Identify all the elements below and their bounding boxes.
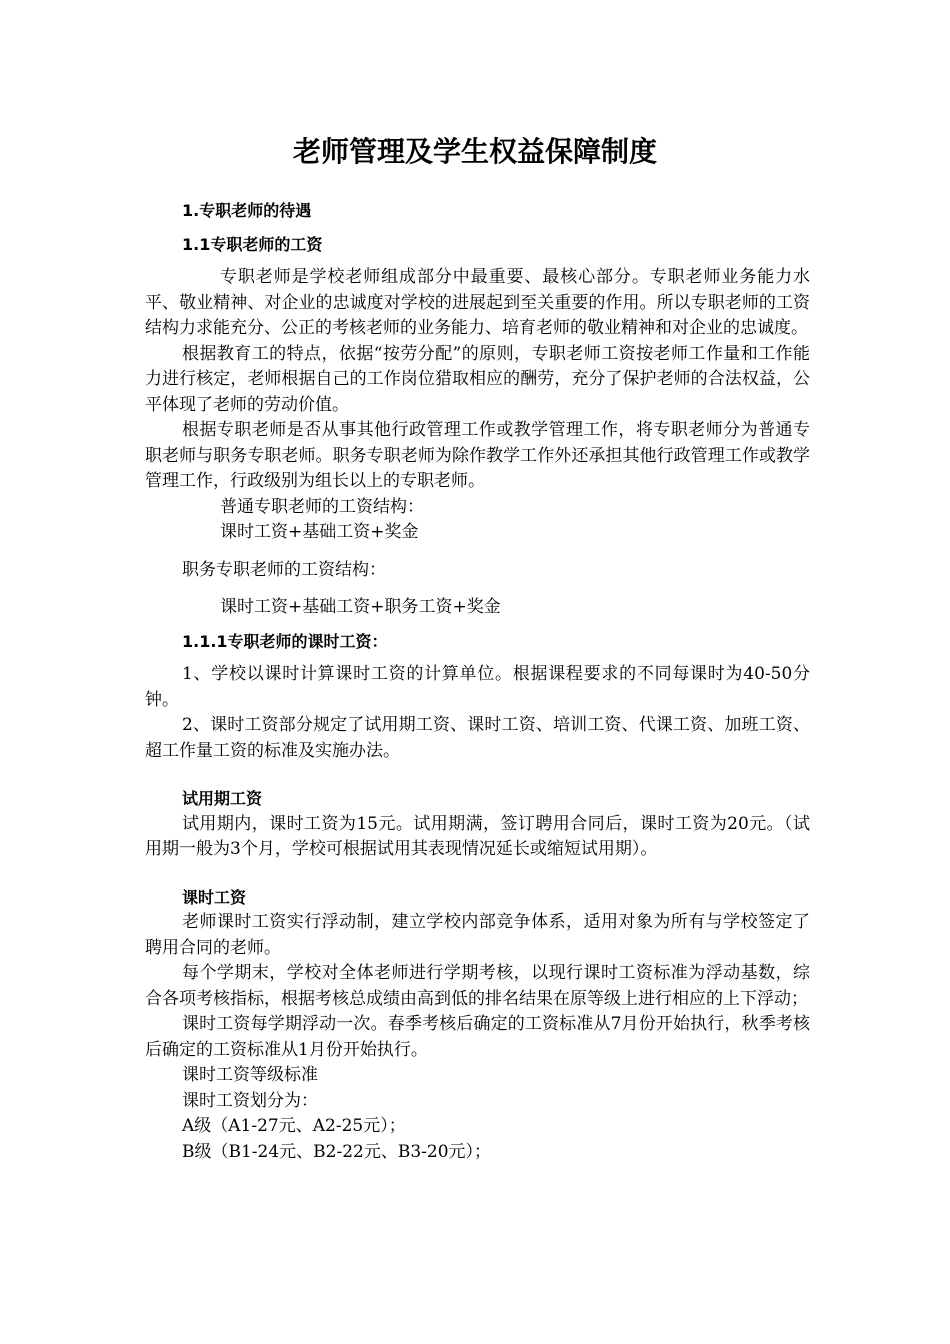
paragraph-float-schedule: 课时工资每学期浮动一次。春季考核后确定的工资标准从7月份开始执行，秋季考核后确定的工资标准从1月份开始执行。 bbox=[145, 1014, 810, 1060]
paragraph-class-unit: 1、学校以课时计算课时工资的计算单位。根据课程要求的不同每课时为40-50分钟。 bbox=[145, 664, 810, 710]
paragraph-regular-structure-formula: 课时工资+基础工资+奖金 bbox=[220, 522, 419, 542]
paragraph-term-assessment: 每个学期末，学校对全体老师进行学期考核，以现行课时工资标准为浮动基数，综合各项考核指标，根据考核总成绩由高到低的排名结果在原等级上进行相应的上下浮动； bbox=[145, 963, 810, 1009]
paragraph-trial-wage: 试用期内，课时工资为15元。试用期满，签订聘用合同后，课时工资为20元。（试用期一般为3个月，学校可根据试用其表现情况延长或缩短试用期）。 bbox=[145, 813, 810, 859]
paragraph-grade-standard: 课时工资等级标准 bbox=[182, 1065, 318, 1085]
section-heading-1: 1.专职老师的待遇 bbox=[182, 201, 312, 220]
paragraph-wage-parts: 2、课时工资部分规定了试用期工资、课时工资、培训工资、代课工资、加班工资、超工作量工资的标准及实施办法。 bbox=[145, 715, 810, 761]
paragraph-intro: 专职老师是学校老师组成部分中最重要、最核心部分。专职老师业务能力水平、敬业精神、对企业的忠诚度对学校的进展起到至关重要的作用。所以专职老师的工资结构力求能充分、公正的考核老师的业务能力、培育老师的敬业精神和对企业的忠诚度。 bbox=[145, 267, 810, 338]
section-heading-1-1-1: 1.1.1专职老师的课时工资： bbox=[182, 631, 388, 651]
document-body bbox=[145, 198, 810, 1165]
section-heading-1-1: 1.1专职老师的工资 bbox=[182, 234, 323, 254]
paragraph-regular-structure-label: 普通专职老师的工资结构： bbox=[220, 496, 424, 517]
subheading-class-wage: 课时工资 bbox=[182, 887, 247, 907]
paragraph-principle: 根据教育工的特点，依据“按劳分配”的原则，专职老师工资按老师工作量和工作能力进行核定，老师根据自己的工作岗位猎取相应的酬劳，充分了保护老师的合法权益，公平体现了老师的劳动价值。 bbox=[145, 343, 810, 415]
list-item-grade-a: A级（A1-27元、A2-25元）； bbox=[182, 1116, 406, 1136]
document-title: 老师管理及学生权益保障制度 bbox=[292, 135, 657, 168]
paragraph-grade-division: 课时工资划分为： bbox=[182, 1090, 318, 1111]
paragraph-floating-system: 老师课时工资实行浮动制，建立学校内部竞争体系，适用对象为所有与学校签定了聘用合同的老师。 bbox=[145, 912, 810, 958]
paragraph-duty-structure-formula: 课时工资+基础工资+职务工资+奖金 bbox=[220, 597, 501, 617]
paragraph-duty-structure-label: 职务专职老师的工资结构： bbox=[182, 559, 386, 580]
subheading-trial-wage: 试用期工资 bbox=[182, 789, 263, 808]
paragraph-categories: 根据专职老师是否从事其他行政管理工作或教学管理工作，将专职老师分为普通专职老师与职务专职老师。职务专职老师为除作教学工作外还承担其他行政管理工作或教学管理工作，行政级别为组长以上的专职老师。 bbox=[145, 420, 810, 491]
list-item-grade-b: B级（B1-24元、B2-22元、B3-20元）； bbox=[182, 1141, 492, 1162]
